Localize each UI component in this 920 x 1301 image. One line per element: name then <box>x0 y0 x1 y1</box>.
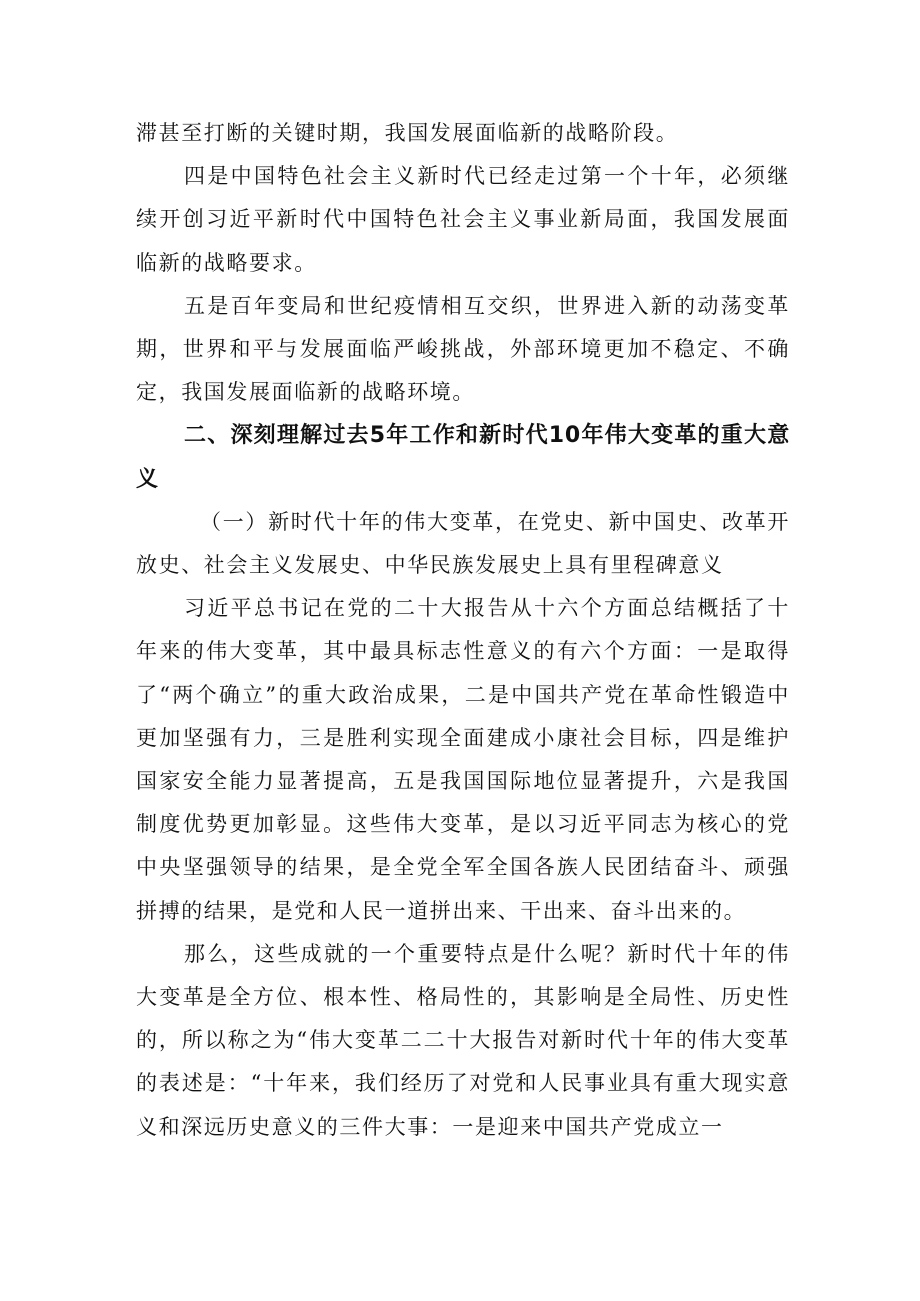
paragraph-point-five: 五是百年变局和世纪疫情相互交织，世界进入新的动荡变革期，世界和平与发展面临严峻挑战，外部环境更加不稳定、不确定，我国发展面临新的战略环境。 <box>136 293 790 405</box>
paragraph-six-aspects: 习近平总书记在党的二十大报告从十六个方面总结概括了十年来的伟大变革，其中最具标志性意义的有六个方面：一是取得了“两个确立”的重大政治成果，二是中国共产党在革命性锻造中更加坚强有力，三是胜利实现全面建成小康社会目标，四是维护国家安全能力显著提高，五是我国国际地位显著提升，六是我国制度优势更加彰显。这些伟大变革，是以习近平同志为核心的党中央坚强领导的结果，是全党全军全国各族人民团结奋斗、顽强拼搏的结果，是党和人民一道拼出来、干出来、奋斗出来的。 <box>136 596 790 923</box>
document-body <box>136 112 790 1149</box>
paragraph-continuation: 滞甚至打断的关键时期，我国发展面临新的战略阶段。 <box>136 121 679 145</box>
section-heading-two: 二、深刻理解过去5年工作和新时代10年伟大变革的重大意义 <box>136 423 790 492</box>
paragraph-key-features: 那么，这些成就的一个重要特点是什么呢？新时代十年的伟大变革是全方位、根本性、格局性的，其影响是全局性、历史性的，所以称之为“伟大变革二二十大报告对新时代十年的伟大变革的表述是：“十年来，我们经历了对党和人民事业具有重大现实意义和深远历史意义的三件大事：一是迎来中国共产党成立一 <box>136 941 790 1139</box>
paragraph-point-four: 四是中国特色社会主义新时代已经走过第一个十年，必须继续开创习近平新时代中国特色社会主义事业新局面，我国发展面临新的战略要求。 <box>136 164 790 275</box>
subsection-heading-one: （一）新时代十年的伟大变革，在党史、新中国史、改革开放史、社会主义发展史、中华民族发展史上具有里程碑意义 <box>136 509 790 578</box>
